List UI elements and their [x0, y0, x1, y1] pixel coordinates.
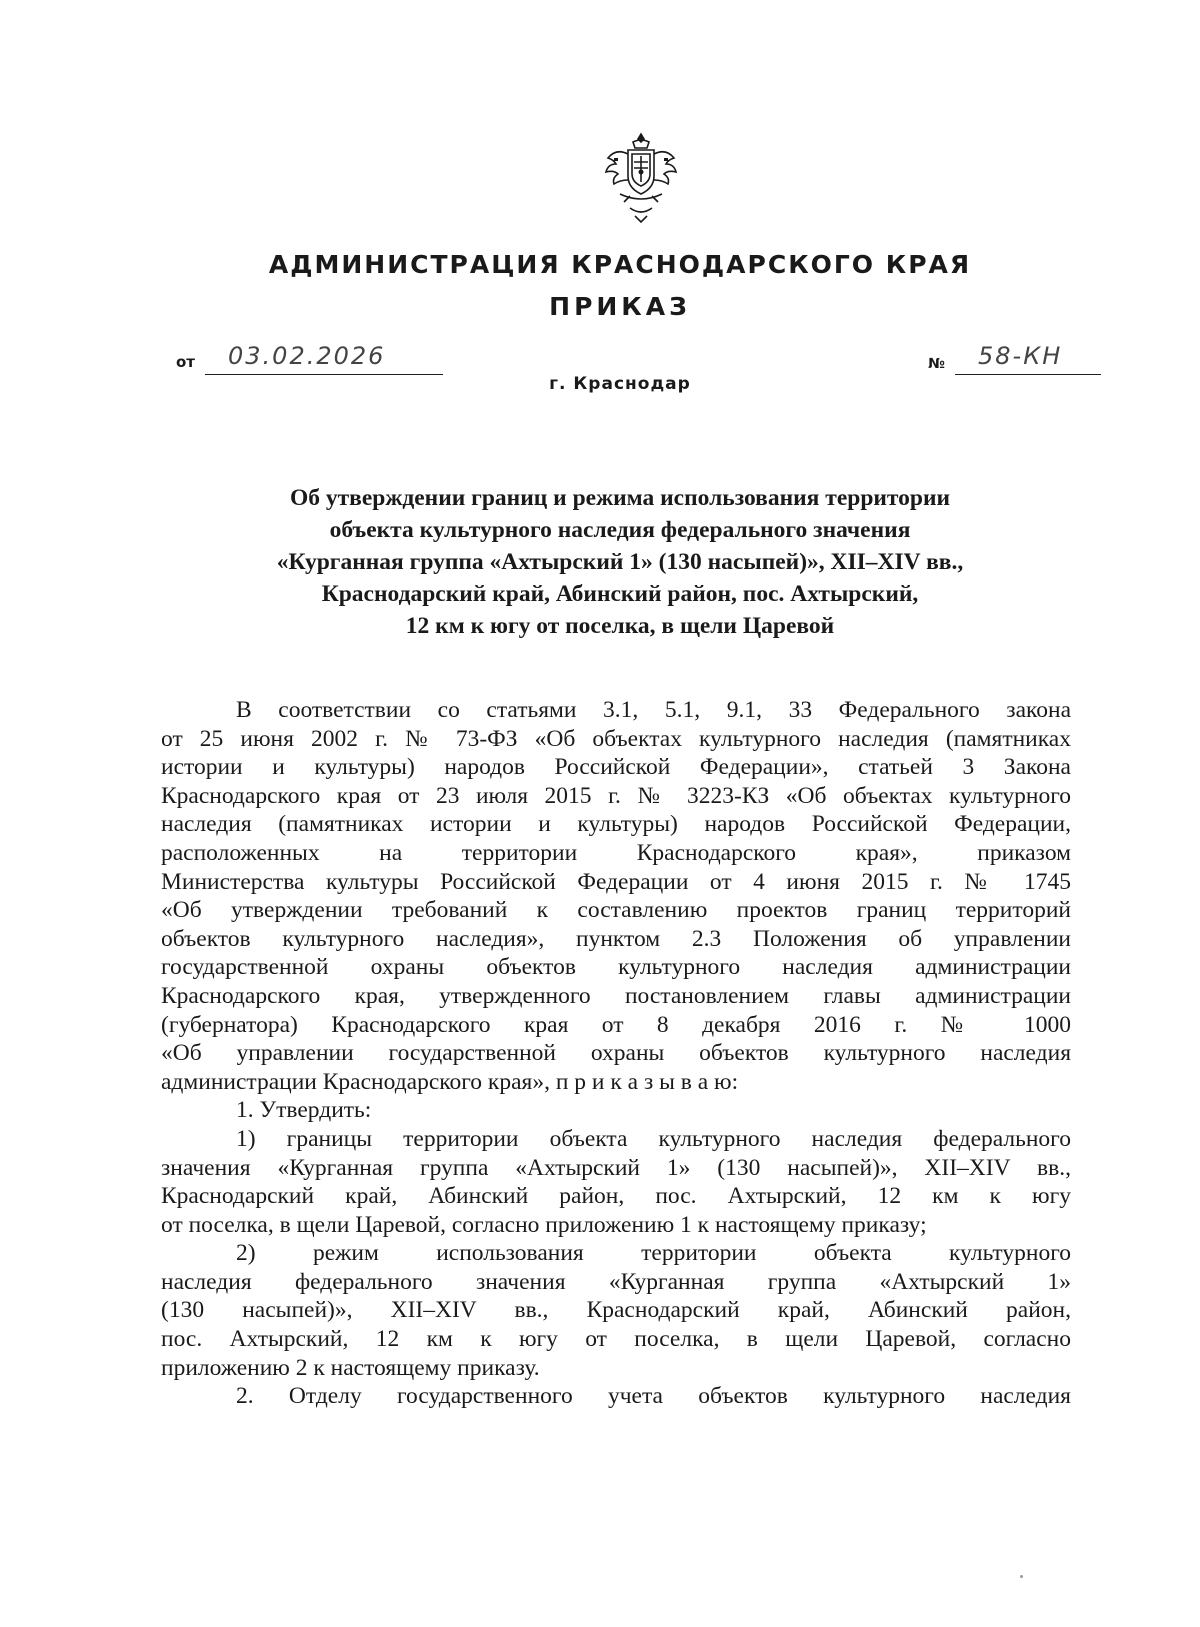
document-type: ПРИКАЗ: [549, 292, 691, 321]
body-line: администрации Краснодарского края», п р и к а з ы в а ю:: [161, 1068, 739, 1095]
title-line: объекта культурного наследия федерального значения: [329, 517, 911, 543]
body-line: расположенных на территории Краснодарского края», приказом: [161, 839, 1071, 866]
body-line: Краснодарского края, утвержденного постановлением главы администрации: [161, 982, 1071, 1009]
body-line: Министерства культуры Российской Федерации от 4 июня 2015 г. № 1745: [161, 868, 1071, 895]
body-line: (130 насыпей)», XII–XIV вв., Краснодарский край, Абинский район,: [161, 1297, 1071, 1324]
body-line: «Об утверждении требований к составлению проектов границ территорий: [161, 897, 1071, 924]
coat-of-arms-emblem: [604, 132, 678, 224]
date-value-handwritten: 03.02.2026: [228, 342, 386, 370]
scan-speck: [1020, 1575, 1023, 1578]
body-line: Краснодарский край, Абинский район, пос. Ахтырский, 12 км к югу: [161, 1183, 1071, 1210]
document-body: [161, 696, 1071, 1411]
number-underline: [955, 374, 1101, 375]
body-line: «Об управлении государственной охраны объектов культурного наследия: [161, 1040, 1071, 1067]
body-line: Краснодарского края от 23 июля 2015 г. № 3223-КЗ «Об объектах культурного: [161, 782, 1071, 809]
number-label: №: [928, 356, 945, 372]
body-line: от 25 июня 2002 г. № 73-ФЗ «Об объектах культурного наследия (памятниках: [161, 725, 1071, 752]
body-line: наследия федерального значения «Курганная группа «Ахтырский 1»: [161, 1268, 1071, 1295]
body-line: объектов культурного наследия», пунктом 2.3 Положения об управлении: [161, 925, 1071, 952]
title-line: «Курганная группа «Ахтырский 1» (130 насыпей)», XII–XIV вв.,: [276, 549, 964, 575]
body-line: 1. Утвердить:: [236, 1097, 372, 1124]
body-line: приложению 2 к настоящему приказу.: [161, 1354, 540, 1381]
body-line: от поселка, в щели Царевой, согласно приложению 1 к настоящему приказу;: [161, 1211, 927, 1238]
title-line: Об утверждении границ и режима использования территории: [289, 485, 951, 511]
body-line: 1) границы территории объекта культурного наследия федерального: [236, 1125, 1071, 1152]
body-line: истории и культуры) народов Российской Федерации», статьей 3 Закона: [161, 754, 1071, 781]
number-value-handwritten: 58-КН: [978, 342, 1063, 370]
body-line: 2. Отделу государственного учета объектов культурного наследия: [236, 1383, 1071, 1410]
body-line: В соответствии со статьями 3.1, 5.1, 9.1, 33 Федерального закона: [236, 697, 1071, 723]
body-line: (губернатора) Краснодарского края от 8 декабря 2016 г. № 1000: [161, 1011, 1071, 1038]
document-title: [170, 482, 1070, 642]
body-line: значения «Курганная группа «Ахтырский 1» (130 насыпей)», XII–XIV вв.,: [161, 1154, 1071, 1181]
title-line: 12 км к югу от поселка, в щели Царевой: [405, 613, 835, 639]
body-line: пос. Ахтырский, 12 км к югу от поселка, в щели Царевой, согласно: [161, 1326, 1071, 1353]
title-line: Краснодарский край, Абинский район, пос. Ахтырский,: [321, 581, 919, 607]
body-line: наследия (памятниках истории и культуры) народов Российской Федерации,: [161, 811, 1071, 838]
body-line: 2) режим использования территории объекта культурного: [236, 1240, 1071, 1267]
body-line: государственной охраны объектов культурного наследия администрации: [161, 954, 1071, 981]
date-label: от: [176, 353, 195, 371]
city-label: г. Краснодар: [549, 374, 691, 394]
organization-name: АДМИНИСТРАЦИЯ КРАСНОДАРСКОГО КРАЯ: [268, 250, 972, 279]
